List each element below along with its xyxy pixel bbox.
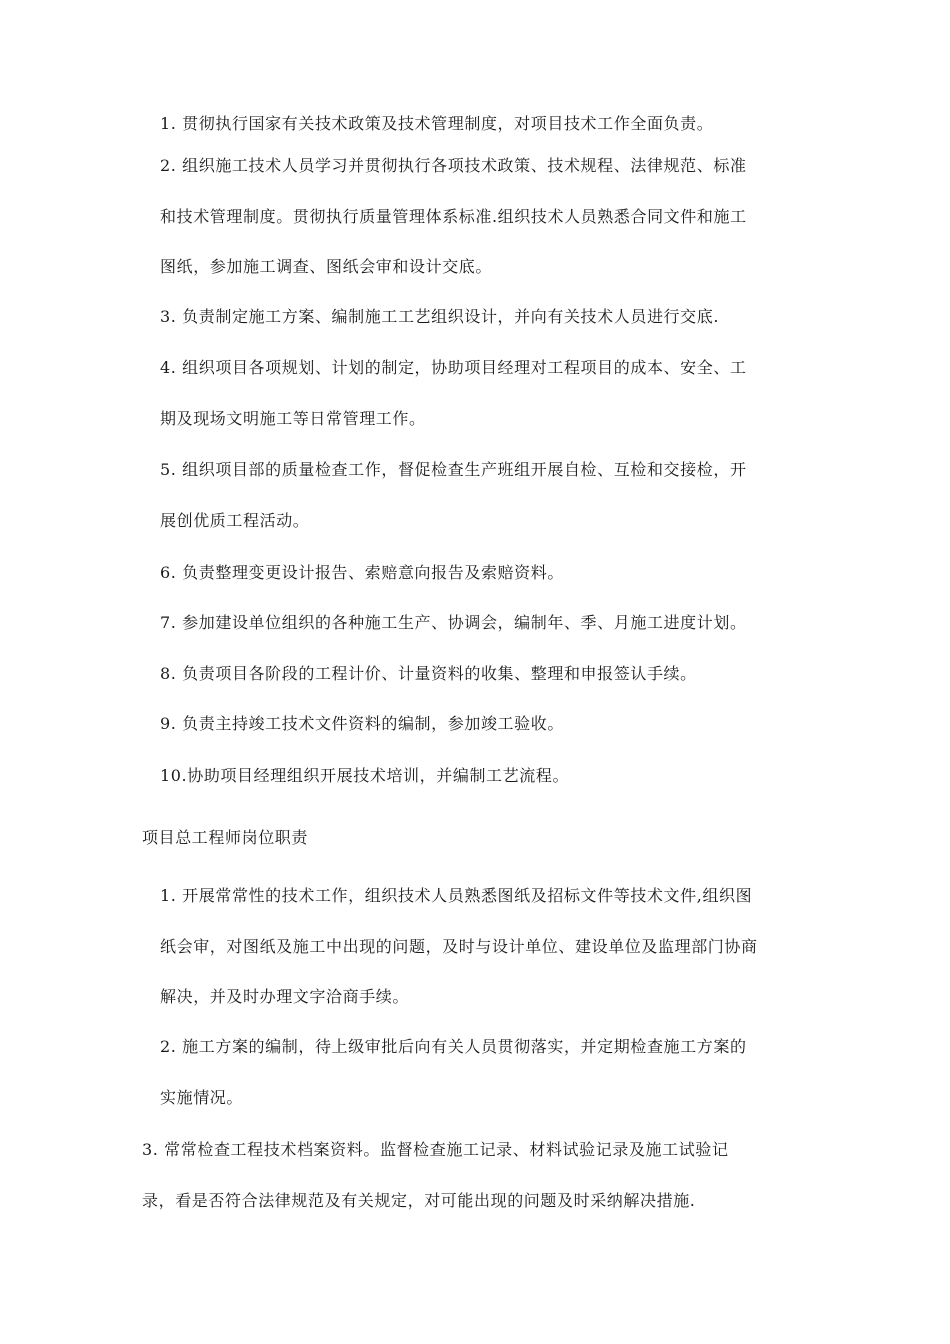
item-4-line-1: 4. 组织项目各项规划、计划的制定，协助项目经理对工程项目的成本、安全、工 (160, 358, 747, 377)
item-2-line-1: 2. 组织施工技术人员学习并贯彻执行各项技术政策、技术规程、法律规范、标准 (160, 156, 747, 175)
duty-2-line-2: 实施情况。 (160, 1088, 244, 1107)
item-5-line-2: 展创优质工程活动。 (160, 511, 310, 530)
duty-3-line-1: 3. 常常检查工程技术档案资料。监督检查施工记录、材料试验记录及施工试验记 (142, 1140, 729, 1159)
item-4-line-2: 期及现场文明施工等日常管理工作。 (160, 409, 426, 428)
duty-1-line-2: 纸会审，对图纸及施工中出现的问题，及时与设计单位、建设单位及监理部门协商 (160, 937, 758, 956)
duty-2-line-1: 2. 施工方案的编制，待上级审批后向有关人员贯彻落实，并定期检查施工方案的 (160, 1037, 747, 1056)
duty-1-line-1: 1. 开展常常性的技术工作，组织技术人员熟悉图纸及招标文件等技术文件,组织图 (160, 886, 753, 905)
item-8-line-1: 8. 负责项目各阶段的工程计价、计量资料的收集、整理和申报签认手续。 (160, 664, 697, 683)
section-heading: 项目总工程师岗位职责 (142, 828, 309, 847)
item-9-line-1: 9. 负责主持竣工技术文件资料的编制，参加竣工验收。 (160, 714, 564, 733)
item-10-line-1: 10.协助项目经理组织开展技术培训，并编制工艺流程。 (160, 766, 570, 785)
duty-1-line-3: 解决，并及时办理文字洽商手续。 (160, 987, 410, 1006)
item-1-line-1: 1. 贯彻执行国家有关技术政策及技术管理制度，对项目技术工作全面负责。 (160, 114, 714, 133)
item-7-line-1: 7. 参加建设单位组织的各种施工生产、协调会，编制年、季、月施工进度计划。 (160, 613, 747, 632)
duty-3-line-2: 录，看是否符合法律规范及有关规定，对可能出现的问题及时采纳解决措施. (142, 1191, 696, 1210)
item-2-line-3: 图纸，参加施工调查、图纸会审和设计交底。 (160, 257, 493, 276)
item-6-line-1: 6. 负责整理变更设计报告、索赔意向报告及索赔资料。 (160, 563, 564, 582)
item-5-line-1: 5. 组织项目部的质量检查工作，督促检查生产班组开展自检、互检和交接检，开 (160, 460, 747, 479)
item-3-line-1: 3. 负责制定施工方案、编制施工工艺组织设计，并向有关技术人员进行交底. (160, 307, 720, 326)
item-2-line-2: 和技术管理制度。贯彻执行质量管理体系标准.组织技术人员熟悉合同文件和施工 (160, 207, 747, 226)
